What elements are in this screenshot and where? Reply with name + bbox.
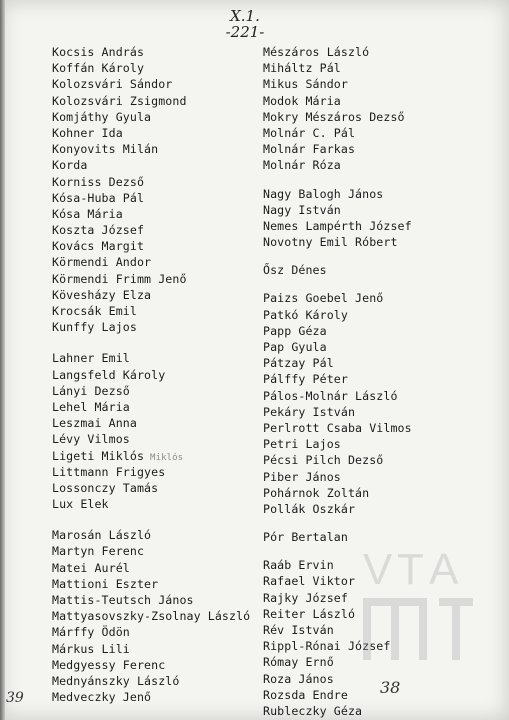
list-item: Molnár Róza [263,158,341,173]
list-item: Krocsák Emil [52,304,137,318]
list-item: Pálos-Molnár László [263,388,398,403]
list-item: Korda [52,158,88,173]
list-item: Pap Gyula [263,340,327,354]
list-item: Littmann Frigyes [52,464,166,479]
list-item: Ligeti Miklós Miklós [52,448,184,463]
list-item: Rómay Ernő [263,655,334,670]
list-item: Lányi Dezső [52,383,130,398]
footer-left-number: 39 [6,690,24,706]
left-name-column [52,44,282,705]
list-item: Pór Bertalan [263,530,348,545]
list-item: Kósa-Huba Pál [52,190,145,205]
list-item: Koszta József [52,223,145,238]
list-item: Körmendi Andor [52,255,152,270]
group-spacer [263,174,483,186]
list-item: Perlrott Csaba Vilmos [263,420,412,435]
name-group [263,290,483,517]
list-item: Pollák Oszkár [263,501,356,516]
list-item: Kohner Ida [52,125,123,140]
name-group [52,44,282,335]
group-spacer [263,278,483,290]
list-item: Pohárnok Zoltán [263,485,370,500]
list-item: Körmendi Frimm Jenő [52,271,187,286]
list-item: Patkó Károly [263,307,348,322]
list-item: Molnár C. Pál [263,125,356,140]
header-line-2: -221- [225,23,265,41]
list-item: Petri Lajos [263,437,341,452]
list-item: Paizs Goebel Jenő [263,291,384,306]
name-group [52,350,282,512]
name-group [263,557,483,719]
list-item: Mészáros László [263,45,370,59]
group-spacer [263,545,483,557]
list-item: Kovács Margit [52,239,145,254]
list-item: Lehel Mária [52,399,130,414]
list-item: Lahner Emil [52,351,130,366]
list-item: Rubleczky Géza [263,703,363,718]
list-item: Miháltz Pál [263,61,341,76]
footer-right-number: 38 [380,678,401,697]
list-item: Mednyánszky László [52,673,180,688]
svg-text:V: V [363,545,395,594]
group-spacer [263,517,483,529]
list-item: Papp Géza [263,323,327,338]
header-line-1: X.1. [230,7,260,25]
svg-text:T: T [397,545,424,594]
svg-text:A: A [429,545,459,594]
list-item: Mikus Sándor [263,77,348,92]
list-item: Raáb Ervin [263,558,334,573]
list-item: Nagy István [263,202,341,217]
list-item: Konyovits Milán [52,142,159,157]
list-item: Nagy Balogh János [263,186,384,201]
list-item: Korniss Dezső [52,174,145,189]
group-spacer [52,335,282,350]
list-item: Kunffy Lajos [52,320,137,335]
list-item: Mattyasovszky-Zsolnay László [52,609,251,624]
list-item: Márkus Lili [52,641,130,656]
list-item: Kolozsvári Sándor [52,77,173,92]
group-spacer [52,512,282,527]
list-item: Kolozsvári Zsigmond [52,93,187,108]
name-group [52,527,282,705]
list-item: Komjáthy Gyula [52,109,152,124]
list-item: Rozsda Endre [263,687,348,702]
list-item: Kocsis András [52,45,145,59]
list-item: Lux Elek [52,497,109,512]
name-group [263,529,483,545]
page-edge-shadow [0,0,5,720]
list-item: Márffy Ödön [52,625,130,640]
list-item: Novotny Emil Róbert [263,235,398,250]
right-name-column [263,44,483,719]
list-item: Piber János [263,469,341,484]
list-item: Ősz Dénes [263,263,327,278]
list-item: Medgyessy Ferenc [52,657,166,672]
list-item: Mokry Mészáros Dezső [263,109,405,124]
list-item: Kövesházy Elza [52,287,152,302]
list-item: Marosán László [52,528,152,543]
list-item: Martyn Ferenc [52,544,145,559]
list-item: Lossonczy Tamás [52,480,159,495]
list-item: Pátzay Pál [263,356,334,371]
list-item: Mattioni Eszter [52,576,159,591]
list-item: Pécsi Pilch Dezső [263,453,384,468]
list-item: Leszmai Anna [52,416,137,431]
list-item: Nemes Lampérth József [263,218,412,233]
list-item: Matei Aurél [52,560,130,575]
list-item: Modok Mária [263,93,341,108]
list-item: Mattis-Teutsch János [52,593,194,607]
name-group [263,186,483,251]
name-group [263,262,483,278]
page-header [205,8,285,40]
list-item: Koffán Károly [52,61,145,76]
group-spacer [263,250,483,262]
list-item: Rafael Viktor [263,574,356,589]
list-item: Pálffy Péter [263,372,348,387]
list-item: Lévy Vilmos [52,432,130,447]
list-item: Langsfeld Károly [52,367,166,382]
name-group [263,44,483,174]
list-item: Rajky József [263,590,348,605]
list-item: Molnár Farkas [263,142,356,157]
list-item: Kósa Mária [52,206,123,221]
list-item: Rév István [263,623,334,637]
list-item: Pekáry István [263,404,356,419]
list-item: Medveczky Jenő [52,690,152,705]
list-item: Rippl-Rónai József [263,639,391,654]
ghost-print-text: Miklós [150,452,184,463]
list-item: Reiter László [263,606,356,621]
list-item: Roza János [263,671,334,686]
